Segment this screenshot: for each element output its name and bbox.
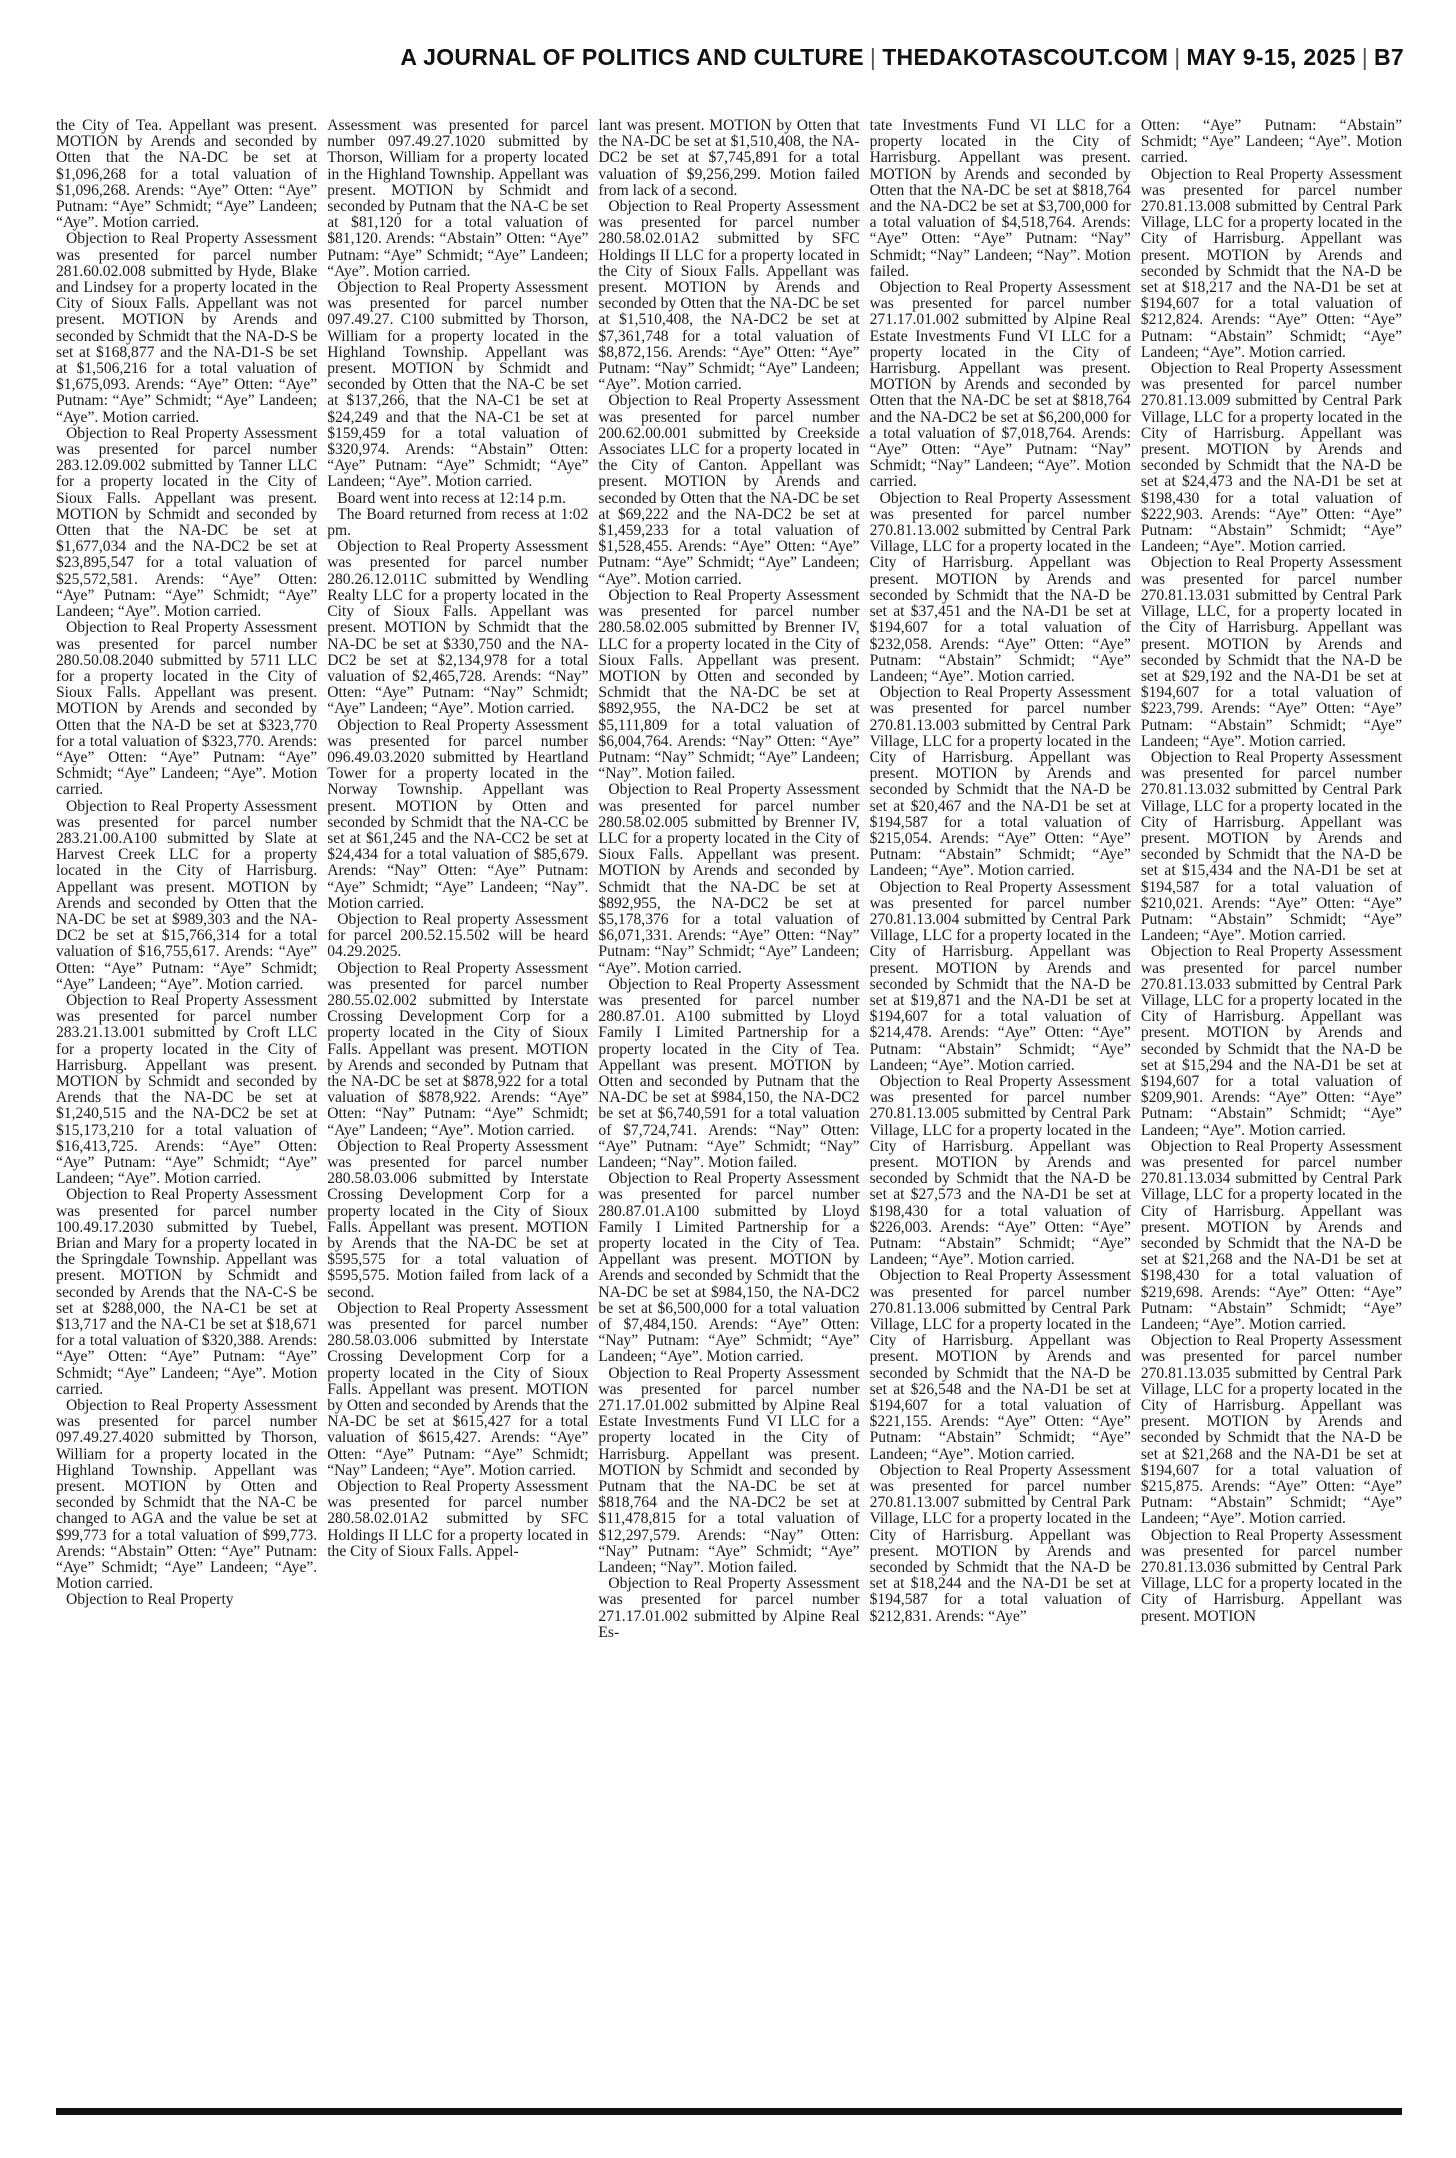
notice-paragraph: Objection to Real Property Assessment was presented for parcel number 270.81.13.036 submitted by Central Park Village, LLC for a property located in the City of Harrisburg. Appellant was present. MOTION (1140, 1526, 1402, 1625)
notice-paragraph: Objection to Real Property Assessment was presented for parcel number 270.81.13.033 submitted by Central Park Village, LLC for a property located in the City of Harrisburg. Appellant was present. MOTION by Arends and seconded by Schmidt that the NA-D be set at $15,294 and the NA-D1 be set at $194,607 for a total valuation of $209,901. Arends: “Aye” Otten: “Aye” Putnam: “Abstain” Schmidt; “Aye” Landeen; “Aye”. Motion carried. (1140, 943, 1402, 1139)
notice-paragraph: Objection to Real Property Assessment was presented for parcel number 270.81.13.002 submitted by Central Park Village, LLC for a property located in the City of Harrisburg. Appellant was present. MOTION by Arends and seconded by Schmidt that the NA-D be set at $37,451 and the NA-D1 be set at $194,607 for a total valuation of $232,058. Arends: “Aye” Otten: “Aye” Putnam: “Abstain” Schmidt; “Aye” Landeen; “Aye”. Motion carried. (869, 489, 1131, 685)
notice-paragraph: Objection to Real Property Assessment was presented for parcel number 280.58.02.005 submitted by Brenner IV, LLC for a property located in the City of Sioux Falls. Appellant was present. MOTION by Otten and seconded by Schmidt that the NA-DC be set at $892,955, the NA-DC2 be set at $5,111,809 for a total valuation of $6,004,764. Arends: “Nay” Otten: “Aye” Putnam: “Nay” Schmidt; “Aye” Landeen; “Nay”. Motion failed. (598, 586, 860, 783)
notice-paragraph: Objection to Real Property Assessment was presented for parcel number 270.81.13.031 submitted by Central Park Village, LLC, for a property located in the City of Harrisburg. Appellant was present. MOTION by Arends and seconded by Schmidt that the NA-D be set at $29,192 and the NA-D1 be set at $194,607 for a total valuation of $223,799. Arends: “Aye” Otten: “Aye” Putnam: “Abstain” Schmidt; “Aye” Landeen; “Aye”. Motion carried. (1140, 554, 1402, 750)
notice-paragraph: Assessment was presented for parcel number 097.49.27.1020 submitted by Thorson, William for a property located in the Highland Township. Appellant was present. MOTION by Schmidt and seconded by Putnam that the NA-C be set at $81,120 for a total valuation of $81,120. Arends: “Abstain” Otten: “Aye” Putnam: “Aye” Schmidt; “Aye” Landeen; “Aye”. Motion carried. (327, 118, 589, 280)
text-column (870, 118, 1131, 2100)
text-column (1141, 118, 1402, 2100)
notice-paragraph: Objection to Real Property Assessment was presented for parcel number 280.58.03.006 submitted by Interstate Crossing Development Corp for a property located in the City of Sioux Falls. Appellant was present. MOTION by Otten and seconded by Arends that the NA-DC be set at $615,427 for a total valuation of $615,427. Arends: “Aye” Otten: “Aye” Putnam: “Aye” Schmidt; “Nay” Landeen; “Aye”. Motion carried. (327, 1299, 589, 1479)
notice-paragraph: tate Investments Fund VI LLC for a property located in the City of Harrisburg. Appellant was present. MOTION by Arends and seconded by Otten that the NA-DC be set at $818,764 and the NA-DC2 be set at $3,700,000 for a total valuation of $4,518,764. Arends: “Aye” Otten: “Aye” Putnam: “Nay” Schmidt; “Nay” Landeen; “Nay”. Motion failed. (869, 118, 1131, 280)
notice-paragraph: Objection to Real Property Assessment was presented for parcel number 270.81.13.032 submitted by Central Park Village, LLC for a property located in the City of Harrisburg. Appellant was present. MOTION by Arends and seconded by Schmidt that the NA-D be set at $15,434 and the NA-D1 be set at $194,587 for a total valuation of $210,021. Arends: “Aye” Otten: “Aye” Putnam: “Abstain” Schmidt; “Aye” Landeen; “Aye”. Motion carried. (1140, 748, 1402, 945)
notice-paragraph: Objection to Real Property Assessment was presented for parcel number 270.81.13.006 submitted by Central Park Village, LLC for a property located in the City of Harrisburg. Appellant was present. MOTION by Arends and seconded by Schmidt that the NA-D be set at $26,548 and the NA-D1 be set at $194,607 for a total valuation of $221,155. Arends: “Aye” Otten: “Aye” Putnam: “Abstain” Schmidt; “Aye” Landeen; “Aye”. Motion carried. (869, 1267, 1131, 1463)
notice-paragraph: Objection to Real Property Assessment was presented for parcel number 283.21.13.001 submitted by Croft LLC for a property located in the City of Harrisburg. Appellant was present. MOTION by Schmidt and seconded by Arends that the NA-DC be set at $1,240,515 and the NA-DC2 be set at $15,173,210 for a total valuation of $16,413,725. Arends: “Aye” Otten: “Aye” Putnam: “Aye” Schmidt; “Aye” Landeen; “Aye”. Motion carried. (56, 991, 318, 1188)
notice-paragraph: Objection to Real Property Assessment was presented for parcel number 280.55.02.002 submitted by Interstate Crossing Development Corp for a property located in the City of Sioux Falls. Appellant was present. MOTION by Arends and seconded by Putnam that the NA-DC be set at $878,922 for a total valuation of $878,922. Arends: “Aye” Otten: “Nay” Putnam: “Aye” Schmidt; “Aye” Landeen; “Aye”. Motion carried. (327, 959, 589, 1139)
header-separator: | (869, 44, 877, 70)
header-separator: | (1174, 44, 1181, 70)
journal-tagline: A JOURNAL OF POLITICS AND CULTURE (400, 44, 864, 70)
notice-paragraph: Objection to Real Property Assessment was presented for parcel number 097.49.27.4020 submitted by Thorson, William for a property located in the Highland Township. Appellant was present. MOTION by Otten and seconded by Schmidt that the NA-C be changed to AGA and the value be set at $99,773 for a total valuation of $99,773. Arends: “Abstain” Otten: “Aye” Putnam: “Aye” Schmidt; “Aye” Landeen; “Aye”. Motion carried. (56, 1397, 318, 1593)
notice-paragraph: Objection to Real Property Assessment was presented for parcel number 280.87.01.A100 submitted by Lloyd Family I Limited Partnership for a property located in the City of Tea. Appellant was present. MOTION by Arends and seconded by Schmidt that the NA-DC be set at $984,150, the NA-DC2 be set at $6,500,000 for a total valuation of $7,484,150. Arends: “Aye” Otten: “Nay” Putnam: “Aye” Schmidt; “Aye” Landeen; “Aye”. Motion carried. (598, 1170, 860, 1366)
notice-paragraph: Objection to Real Property Assessment was presented for parcel number 097.49.27. C100 submitted by Thorson, William for a property located in the Highland Township. Appellant was present. MOTION by Schmidt and seconded by Otten that the NA-C be set at $137,266, that the NA-C1 be set at $24,249 and that the NA-C1 be set at $159,459 for a total valuation of $320,974. Arends: “Abstain” Otten: “Aye” Putnam: “Aye” Schmidt; “Aye” Landeen; “Aye”. Motion carried. (327, 279, 589, 491)
notice-paragraph: Objection to Real Property Assessment was presented for parcel number 096.49.03.2020 submitted by Heartland Tower for a property located in the Norway Township. Appellant was present. MOTION by Otten and seconded by Schmidt that the NA-CC be set at $61,245 and the NA-CC2 be set at $24,434 for a total valuation of $85,679. Arends: “Nay” Otten: “Aye” Putnam: “Aye” Schmidt; “Aye” Landeen; “Nay”. Motion carried. (327, 716, 589, 912)
notice-paragraph: Objection to Real Property Assessment was presented for parcel number 280.87.01. A100 submitted by Lloyd Family I Limited Partnership for a property located in the City of Tea. Appellant was present. MOTION by Otten and seconded by Putnam that the NA-DC be set at $984,150, the NA-DC2 be set at $6,740,591 for a total valuation of $7,724,741. Arends: “Nay” Otten: “Aye” Putnam: “Aye” Schmidt; “Nay” Landeen; “Nay”. Motion failed. (598, 975, 860, 1171)
notice-paragraph: Objection to Real Property Assessment was presented for parcel number 270.81.13.009 submitted by Central Park Village, LLC for a property located in the City of Harrisburg. Appellant was present. MOTION by Arends and seconded by Schmidt that the NA-D be set at $24,473 and the NA-D1 be set at $198,430 for a total valuation of $222,903. Arends: “Aye” Otten: “Aye” Putnam: “Abstain” Schmidt; “Aye” Landeen; “Aye”. Motion carried. (1140, 360, 1402, 556)
notice-paragraph: Objection to Real Property Assessment was presented for parcel number 280.58.02.005 submitted by Brenner IV, LLC for a property located in the City of Sioux Falls. Appellant was present. MOTION by Arends and seconded by Schmidt that the NA-DC be set at $892,955, the NA-DC2 be set at $5,178,376 for a total valuation of $6,071,331. Arends: “Aye” Otten: “Nay” Putnam: “Nay” Schmidt; “Aye” Landeen; “Aye”. Motion carried. (598, 781, 860, 977)
notice-paragraph: Objection to Real Property Assessment was presented for parcel number 270.81.13.004 submitted by Central Park Village, LLC for a property located in the City of Harrisburg. Appellant was present. MOTION by Arends and seconded by Schmidt that the NA-D be set at $19,871 and the NA-D1 be set at $194,607 for a total valuation of $214,478. Arends: “Aye” Otten: “Aye” Putnam: “Abstain” Schmidt; “Aye” Landeen; “Aye”. Motion carried. (869, 878, 1131, 1074)
notice-paragraph: Objection to Real Property Assessment was presented for parcel number 281.60.02.008 submitted by Hyde, Blake and Lindsey for a property located in the City of Sioux Falls. Appellant was not present. MOTION by Arends and seconded by Schmidt that the NA-D-S be set at $168,877 and the NA-D1-S be set at $1,506,216 for a total valuation of $1,675,093. Arends: “Aye” Otten: “Aye” Putnam: “Aye” Schmidt; “Aye” Landeen; “Aye”. Motion carried. (56, 230, 318, 426)
notice-paragraph: Objection to Real Property Assessment was presented for parcel number 270.81.13.005 submitted by Central Park Village, LLC for a property located in the City of Harrisburg. Appellant was present. MOTION by Arends and seconded by Schmidt that the NA-D be set at $27,573 and the NA-D1 be set at $198,430 for a total valuation of $226,003. Arends: “Aye” Otten: “Aye” Putnam: “Abstain” Schmidt; “Aye” Landeen; “Aye”. Motion carried. (869, 1072, 1131, 1269)
text-column (598, 118, 859, 2100)
notice-paragraph: Objection to Real Property Assessment was presented for parcel number 271.17.01.002 submitted by Alpine Real Estate Investments Fund VI LLC for a property located in the City of Harrisburg. Appellant was present. MOTION by Schmidt and seconded by Putnam that the NA-DC be set at $818,764 and the NA-DC2 be set at $11,478,815 for a total valuation of $12,297,579. Arends: “Nay” Otten: “Nay” Putnam: “Aye” Schmidt; “Aye” Landeen; “Nay”. Motion failed. (598, 1364, 860, 1577)
notice-paragraph: Objection to Real Property Assessment was presented for parcel number 270.81.13.034 submitted by Central Park Village, LLC for a property located in the City of Harrisburg. Appellant was present. MOTION by Arends and seconded by Schmidt that the NA-D be set at $21,268 and the NA-D1 be set at $198,430 for a total valuation of $219,698. Arends: “Aye” Otten: “Aye” Putnam: “Abstain” Schmidt; “Aye” Landeen; “Aye”. Motion carried. (1140, 1137, 1402, 1334)
header-separator: | (1361, 44, 1368, 70)
notice-paragraph: Objection to Real Property Assessment was presented for parcel number 271.17.01.002 submitted by Alpine Real Es- (598, 1575, 860, 1641)
website-link[interactable]: THEDAKOTASCOUT.COM (882, 44, 1169, 70)
notice-paragraph: Objection to Real Property Assessment was presented for parcel number 280.50.08.2040 submitted by 5711 LLC for a property located in the City of Sioux Falls. Appellant was present. MOTION by Arends and seconded by Otten that the NA-D be set at $323,770 for a total valuation of $323,770. Arends: “Aye” Otten: “Aye” Putnam: “Aye” Schmidt; “Aye” Landeen; “Aye”. Motion carried. (56, 619, 318, 799)
legal-notice-columns (56, 118, 1402, 2100)
notice-paragraph: Objection to Real Property Assessment was presented for parcel number 280.26.12.011C submitted by Wendling Realty LLC for a property located in the City of Sioux Falls. Appellant was present. MOTION by Schmidt that the NA-DC be set at $330,750 and the NA-DC2 be set at $2,134,978 for a total valuation of $2,465,728. Arends: “Nay” Otten: “Aye” Putnam: “Nay” Schmidt; “Aye” Landeen; “Aye”. Motion carried. (327, 538, 589, 718)
notice-paragraph: The Board returned from recess at 1:02 pm. (327, 505, 589, 540)
notice-paragraph: the City of Tea. Appellant was present. MOTION by Arends and seconded by Otten that the NA-DC be set at $1,096,268 for a total valuation of $1,096,268. Arends: “Aye” Otten: “Aye” Putnam: “Aye” Schmidt; “Aye” Landeen; “Aye”. Motion carried. (56, 118, 318, 232)
notice-paragraph: Objection to Real Property Assessment was presented for parcel number 280.58.03.006 submitted by Interstate Crossing Development Corp for a property located in the City of Sioux Falls. Appellant was present. MOTION by Arends that the NA-DC be set at $595,575 for a total valuation of $595,575. Motion failed from lack of a second. (327, 1137, 589, 1301)
notice-paragraph: Objection to Real Property (66, 1591, 234, 1609)
issue-date: MAY 9-15, 2025 (1186, 44, 1356, 70)
notice-paragraph: Objection to Real Property Assessment was presented for parcel number 283.21.00.A100 submitted by Slate at Harvest Creek LLC for a property located in the City of Harrisburg. Appellant was present. MOTION by Arends and seconded by Otten that the NA-DC be set at $989,303 and the NA-DC2 be set at $15,766,314 for a total valuation of $16,755,617. Arends: “Aye” Otten: “Aye” Putnam: “Aye” Schmidt; “Aye” Landeen; “Aye”. Motion carried. (56, 797, 318, 993)
text-column (327, 118, 588, 2100)
page-number: B7 (1373, 44, 1404, 70)
notice-paragraph: Board went into recess at 12:14 p.m. (337, 489, 566, 507)
notice-paragraph: Otten: “Aye” Putnam: “Abstain” Schmidt; “Aye” Landeen; “Aye”. Motion carried. (1140, 118, 1402, 167)
notice-paragraph: Objection to Real Property Assessment was presented for parcel number 280.58.02.01A2 submitted by SFC Holdings II LLC for a property located in the City of Sioux Falls. Appellant was present. MOTION by Arends and seconded by Otten that the NA-DC be set at $1,510,408, the NA-DC2 be set at $7,361,748 for a total valuation of $8,872,156. Arends: “Aye” Otten: “Aye” Putnam: “Nay” Schmidt; “Aye” Landeen; “Aye”. Motion carried. (598, 198, 860, 394)
notice-paragraph: Objection to Real Property Assessment was presented for parcel number 280.58.02.01A2 submitted by SFC Holdings II LLC for a property located in the City of Sioux Falls. Appel- (327, 1478, 589, 1560)
notice-paragraph: Objection to Real Property Assessment was presented for parcel number 270.81.13.003 submitted by Central Park Village, LLC for a property located in the City of Harrisburg. Appellant was present. MOTION by Arends and seconded by Schmidt that the NA-D be set at $20,467 and the NA-D1 be set at $194,587 for a total valuation of $215,054. Arends: “Aye” Otten: “Aye” Putnam: “Abstain” Schmidt; “Aye” Landeen; “Aye”. Motion carried. (869, 684, 1131, 880)
notice-paragraph: Objection to Real Property Assessment was presented for parcel number 271.17.01.002 submitted by Alpine Real Estate Investments Fund VI LLC for a property located in the City of Harrisburg. Appellant was present. MOTION by Arends and seconded by Otten that the NA-DC be set at $818,764 and the NA-DC2 be set at $6,200,000 for a total valuation of $7,018,764. Arends: “Aye” Otten: “Aye” Putnam: “Nay” Schmidt; “Nay” Landeen; “Aye”. Motion carried. (869, 279, 1131, 491)
notice-paragraph: Objection to Real Property Assessment was presented for parcel number 283.12.09.002 submitted by Tanner LLC for a property located in the City of Sioux Falls. Appellant was present. MOTION by Schmidt and seconded by Otten that the NA-DC be set at $1,677,034 and the NA-DC2 be set at $23,895,547 for a total valuation of $25,572,581. Arends: “Aye” Otten: “Aye” Putnam: “Aye” Schmidt; “Aye” Landeen; “Aye”. Motion carried. (56, 424, 318, 621)
bottom-rule (56, 2108, 1402, 2115)
page-header (52, 44, 1404, 71)
notice-paragraph: Objection to Real Property Assessment was presented for parcel number 270.81.13.008 submitted by Central Park Village, LLC for a property located in the City of Harrisburg. Appellant was present. MOTION by Arends and seconded by Schmidt that the NA-D be set at $18,217 and the NA-D1 be set at $194,607 for a total valuation of $212,824. Arends: “Aye” Otten: “Aye” Putnam: “Abstain” Schmidt; “Aye” Landeen; “Aye”. Motion carried. (1140, 165, 1402, 361)
notice-paragraph: Objection to Real Property Assessment was presented for parcel number 100.49.17.2030 submitted by Tuebel, Brian and Mary for a property located in the Springdale Township. Appellant was present. MOTION by Schmidt and seconded by Arends that the NA-C-S be set at $288,000, the NA-C1 be set at $13,717 and the NA-C1 be set at $18,671 for a total valuation of $320,388. Arends: “Aye” Otten: “Aye” Putnam: “Aye” Schmidt; “Aye” Landeen; “Aye”. Motion carried. (56, 1186, 318, 1398)
notice-paragraph: lant was present. MOTION by Otten that the NA-DC be set at $1,510,408, the NA-DC2 be set at $7,745,891 for a total valuation of $9,256,299. Motion failed from lack of a second. (598, 118, 860, 199)
notice-paragraph: Objection to Real Property Assessment was presented for parcel number 200.62.00.001 submitted by Creekside Associates LLC for a property located in the City of Canton. Appellant was present. MOTION by Arends and seconded by Otten that the NA-DC be set at $69,222 and the NA-DC2 be set at $1,459,233 for a total valuation of $1,528,455. Arends: “Aye” Otten: “Aye” Putnam: “Aye” Schmidt; “Aye” Landeen; “Aye”. Motion carried. (598, 392, 860, 588)
text-column (56, 118, 317, 2100)
notice-paragraph: Objection to Real Property Assessment was presented for parcel number 270.81.13.007 submitted by Central Park Village, LLC for a property located in the City of Harrisburg. Appellant was present. MOTION by Arends and seconded by Schmidt that the NA-D be set at $18,244 and the NA-D1 be set at $194,587 for a total valuation of $212,831. Arends: “Aye” (869, 1461, 1131, 1625)
notice-paragraph: Objection to Real Property Assessment was presented for parcel number 270.81.13.035 submitted by Central Park Village, LLC for a property located in the City of Harrisburg. Appellant was present. MOTION by Arends and seconded by Schmidt that the NA-D be set at $21,268 and the NA-D1 be set at $194,607 for a total valuation of $215,875. Arends: “Aye” Otten: “Aye” Putnam: “Abstain” Schmidt; “Aye” Landeen; “Aye”. Motion carried. (1140, 1332, 1402, 1528)
notice-paragraph: Objection to Real property Assessment for parcel 200.52.15.502 will be heard 04.29.2025. (327, 910, 589, 961)
